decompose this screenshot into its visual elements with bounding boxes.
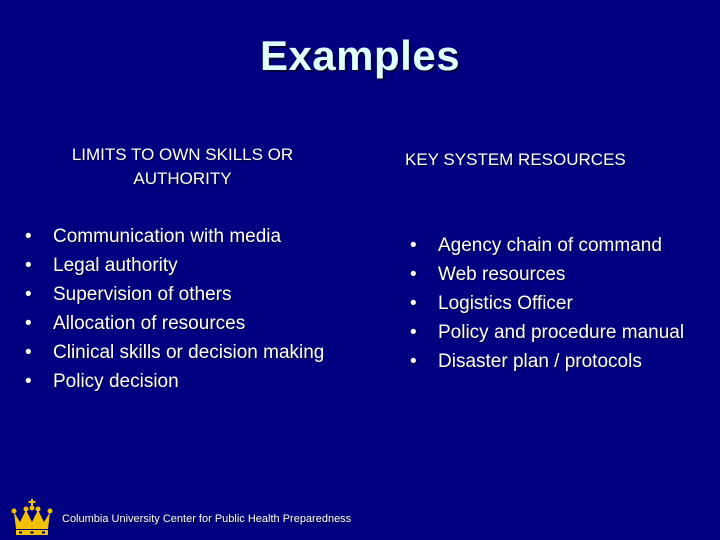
list-item: • Agency chain of command	[410, 231, 684, 260]
bullet-icon: •	[25, 284, 32, 305]
list-item: • Disaster plan / protocols	[410, 347, 684, 376]
left-bullet-list	[25, 222, 324, 396]
list-item: • Communication with media	[25, 222, 324, 251]
bullet-icon: •	[410, 351, 417, 372]
bullet-icon: •	[410, 293, 417, 314]
right-column-heading: KEY SYSTEM RESOURCES	[405, 150, 626, 169]
bullet-icon: •	[410, 322, 417, 343]
list-item: • Policy decision	[25, 367, 324, 396]
list-item: • Logistics Officer	[410, 289, 684, 318]
list-item: • Web resources	[410, 260, 684, 289]
bullet-icon: •	[410, 235, 417, 256]
bullet-icon: •	[25, 226, 32, 247]
bullet-icon: •	[25, 255, 32, 276]
list-item: • Allocation of resources	[25, 309, 324, 338]
list-item: • Policy and procedure manual	[410, 318, 684, 347]
left-column-heading: LIMITS TO OWN SKILLS OR AUTHORITY	[71, 145, 294, 188]
list-item: • Clinical skills or decision making	[25, 338, 324, 367]
bullet-icon: •	[410, 264, 417, 285]
list-item: • Legal authority	[25, 251, 324, 280]
footer-text: Columbia University Center for Public Health Preparedness	[62, 513, 352, 525]
crown-icon	[10, 498, 54, 538]
bullet-icon: •	[25, 371, 32, 392]
bullet-icon: •	[25, 342, 32, 363]
list-item: • Supervision of others	[25, 280, 324, 309]
bullet-icon: •	[25, 313, 32, 334]
right-bullet-list	[410, 231, 684, 376]
slide-title: Examples	[259, 32, 461, 79]
